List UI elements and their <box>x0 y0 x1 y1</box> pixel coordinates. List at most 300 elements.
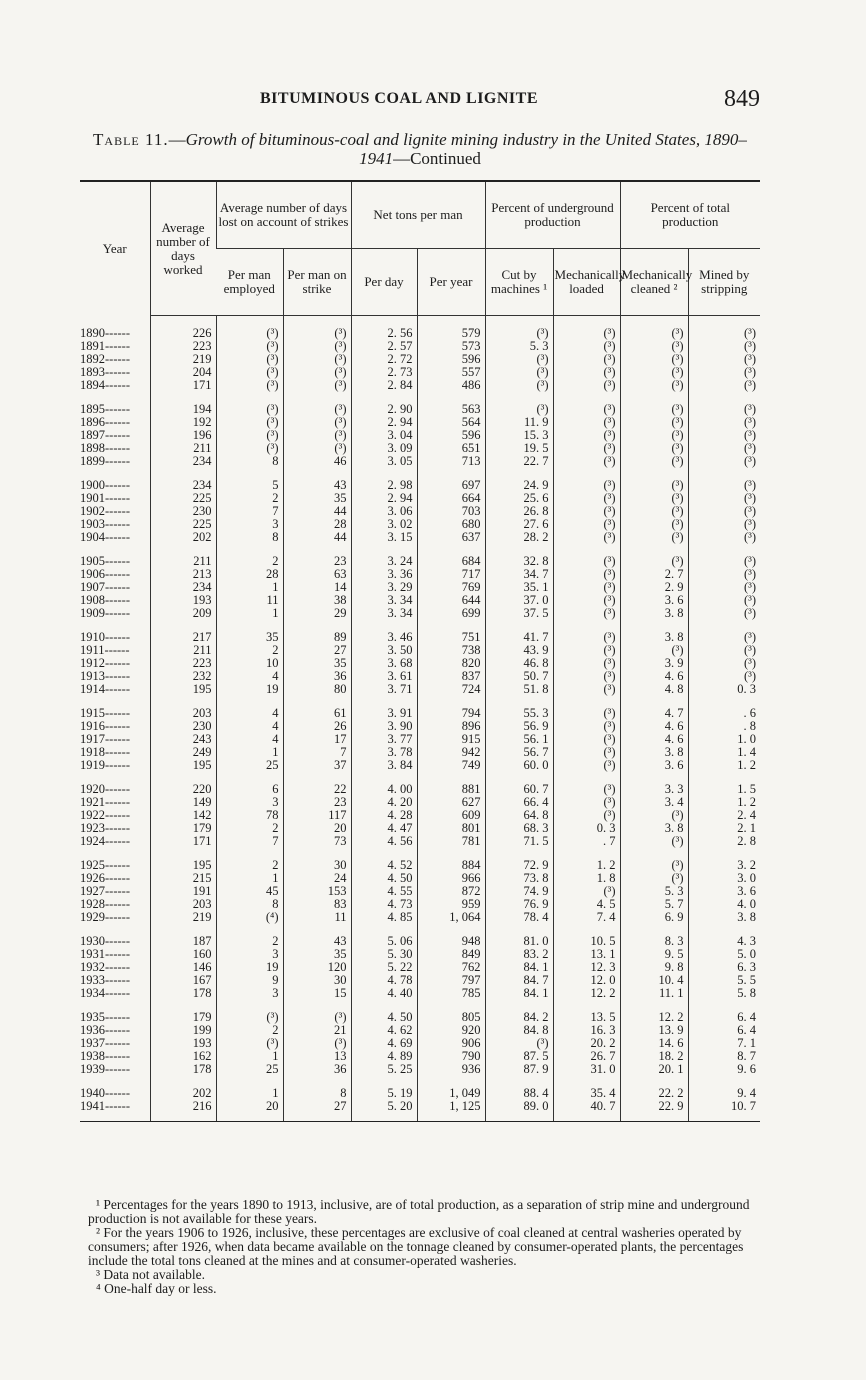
header-per-man-on-strike: Per man on strike <box>283 249 351 316</box>
spacer-cell <box>417 848 485 859</box>
spacer-cell <box>283 544 351 555</box>
table-cell: 4. 20 <box>351 796 417 809</box>
year-cell: 1890------ <box>80 327 130 340</box>
table-cell: (³) <box>553 657 620 670</box>
spacer-cell <box>553 696 620 707</box>
table-cell: (³) <box>553 353 620 366</box>
table-cell: 5. 3 <box>485 340 553 353</box>
table-cell: (³) <box>553 379 620 392</box>
spacer-cell <box>150 1076 216 1087</box>
year-cell: 1925------ <box>80 859 130 872</box>
spacer-cell <box>553 316 620 328</box>
table-cell: 88. 4 <box>485 1087 553 1100</box>
table-cell: 171 <box>150 379 216 392</box>
table-cell: (³) <box>553 733 620 746</box>
spacer-cell <box>80 696 150 707</box>
page-number: 849 <box>724 86 760 112</box>
group-spacer <box>80 696 760 707</box>
year-cell: 1903------ <box>80 518 130 531</box>
table-cell: (³) <box>283 327 351 340</box>
table-cell: 2. 72 <box>351 353 417 366</box>
spacer-cell <box>283 1076 351 1087</box>
table-cell: 3. 9 <box>620 657 688 670</box>
spacer-cell <box>553 924 620 935</box>
spacer-cell <box>216 848 283 859</box>
table-cell: 1, 125 <box>417 1100 485 1113</box>
table-cell: (³) <box>283 442 351 455</box>
table-cell: 19 <box>216 961 283 974</box>
table-cell: (³) <box>688 416 760 429</box>
header-year: Year <box>80 181 150 316</box>
table-cell: 63 <box>283 568 351 581</box>
spacer-cell <box>216 772 283 783</box>
year-cell: 1909------ <box>80 607 130 620</box>
table-cell: 3. 3 <box>620 783 688 796</box>
table-cell: (³) <box>620 403 688 416</box>
table-cell: 3. 6 <box>620 759 688 772</box>
table-cell: 4. 56 <box>351 835 417 848</box>
table-cell: 915 <box>417 733 485 746</box>
year-cell: 1891------ <box>80 340 130 353</box>
table-cell: (³) <box>620 809 688 822</box>
spacer-cell <box>150 1000 216 1011</box>
table-row <box>80 872 760 885</box>
rule-cell <box>80 1113 150 1122</box>
table-cell: 2. 8 <box>688 835 760 848</box>
table-cell: 37. 5 <box>485 607 553 620</box>
year-cell: 1895------ <box>80 403 130 416</box>
table-cell: 4. 85 <box>351 911 417 924</box>
table-cell: 703 <box>417 505 485 518</box>
table-cell: (³) <box>620 442 688 455</box>
table-cell: (³) <box>688 594 760 607</box>
table-cell: 948 <box>417 935 485 948</box>
spacer-cell <box>485 1076 553 1087</box>
table-row <box>80 759 760 772</box>
header-mech-loaded: Mechanically loaded <box>553 249 620 316</box>
table-cell: 1. 2 <box>688 796 760 809</box>
year-cell: 1908------ <box>80 594 130 607</box>
table-cell: 8 <box>216 898 283 911</box>
table-cell: (³) <box>620 479 688 492</box>
table-cell: 3. 68 <box>351 657 417 670</box>
table-cell: 3. 8 <box>688 911 760 924</box>
table-cell: (³) <box>216 403 283 416</box>
table-cell: (³) <box>620 379 688 392</box>
table-cell: 37 <box>283 759 351 772</box>
table-cell: 738 <box>417 644 485 657</box>
table-cell: (³) <box>216 442 283 455</box>
table-cell: (³) <box>553 531 620 544</box>
table-cell: 8 <box>283 1087 351 1100</box>
table-cell: 76. 9 <box>485 898 553 911</box>
header-per-day: Per day <box>351 249 417 316</box>
table-cell: (³) <box>553 340 620 353</box>
table-cell: (³) <box>283 366 351 379</box>
table-cell: (³) <box>283 429 351 442</box>
table-cell: 36 <box>283 1063 351 1076</box>
table-cell: 19 <box>216 683 283 696</box>
table-cell: 2. 84 <box>351 379 417 392</box>
table-cell: (³) <box>688 340 760 353</box>
table-cell: 2. 94 <box>351 492 417 505</box>
table-cell: 89. 0 <box>485 1100 553 1113</box>
table-cell: 9. 6 <box>688 1063 760 1076</box>
table-row <box>80 340 760 353</box>
table-row <box>80 1087 760 1100</box>
spacer-cell <box>485 772 553 783</box>
table-cell: (³) <box>688 581 760 594</box>
table-row <box>80 594 760 607</box>
spacer-cell <box>216 1076 283 1087</box>
table-cell: 4 <box>216 707 283 720</box>
table-cell: 25 <box>216 1063 283 1076</box>
table-cell: 3. 34 <box>351 607 417 620</box>
table-cell: 797 <box>417 974 485 987</box>
table-cell: 573 <box>417 340 485 353</box>
spacer-cell <box>351 1000 417 1011</box>
table-cell: 5. 20 <box>351 1100 417 1113</box>
spacer-cell <box>485 696 553 707</box>
table-cell: 12. 2 <box>553 987 620 1000</box>
table-cell: 23 <box>283 796 351 809</box>
table-cell: 3. 29 <box>351 581 417 594</box>
table-cell: 3. 8 <box>620 607 688 620</box>
table-cell: 10. 5 <box>553 935 620 948</box>
footnote-1: ¹ Percentages for the years 1890 to 1913, inclusive, are of total production, as a separation of strip mine and underground production is not available for these years. <box>88 1197 750 1226</box>
table-cell: 13. 9 <box>620 1024 688 1037</box>
table-cell: 4. 47 <box>351 822 417 835</box>
table-cell: 8 <box>216 455 283 468</box>
spacer-cell <box>351 544 417 555</box>
spacer-cell <box>620 620 688 631</box>
table-cell: 78 <box>216 809 283 822</box>
spacer-cell <box>150 620 216 631</box>
spacer-cell <box>688 924 760 935</box>
table-cell: 9. 8 <box>620 961 688 974</box>
table-cell: 60. 7 <box>485 783 553 796</box>
table-row <box>80 327 760 340</box>
rule-cell <box>485 1113 553 1122</box>
table-cell: 2. 9 <box>620 581 688 594</box>
table-cell: 3. 15 <box>351 531 417 544</box>
table-cell: 17 <box>283 733 351 746</box>
table-cell: 3. 61 <box>351 670 417 683</box>
table-cell: 5. 30 <box>351 948 417 961</box>
table-row <box>80 683 760 696</box>
table-cell: 7 <box>216 835 283 848</box>
table-cell: 30 <box>283 974 351 987</box>
table-cell: 8 <box>216 531 283 544</box>
table-cell: 46 <box>283 455 351 468</box>
table-cell: 3. 34 <box>351 594 417 607</box>
table-cell: 1 <box>216 746 283 759</box>
table-cell: (³) <box>216 340 283 353</box>
table-row <box>80 974 760 987</box>
table-cell: (³) <box>620 555 688 568</box>
year-cell: 1932------ <box>80 961 130 974</box>
spacer-cell <box>688 544 760 555</box>
group-spacer <box>80 316 760 328</box>
table-cell: 78. 4 <box>485 911 553 924</box>
table-cell: (³) <box>553 479 620 492</box>
table-cell: (³) <box>216 379 283 392</box>
table-cell: 216 <box>150 1100 216 1113</box>
table-cell: 196 <box>150 429 216 442</box>
spacer-cell <box>216 696 283 707</box>
table-cell: (³) <box>553 416 620 429</box>
spacer-cell <box>620 772 688 783</box>
table-cell: 30 <box>283 859 351 872</box>
spacer-cell <box>80 316 150 328</box>
table-cell: (³) <box>553 607 620 620</box>
table-cell: 644 <box>417 594 485 607</box>
table-cell: 6. 9 <box>620 911 688 924</box>
spacer-cell <box>216 392 283 403</box>
group-spacer <box>80 1000 760 1011</box>
spacer-cell <box>688 620 760 631</box>
table-cell: (³) <box>688 403 760 416</box>
spacer-cell <box>417 924 485 935</box>
table-cell: 8. 3 <box>620 935 688 948</box>
table-cell: 5. 8 <box>688 987 760 1000</box>
table-cell: 3. 04 <box>351 429 417 442</box>
table-cell: 25. 6 <box>485 492 553 505</box>
spacer-cell <box>688 1000 760 1011</box>
table-cell: 2. 94 <box>351 416 417 429</box>
spacer-cell <box>351 1076 417 1087</box>
year-cell: 1927------ <box>80 885 130 898</box>
table-cell: 785 <box>417 987 485 1000</box>
table-cell: 13 <box>283 1050 351 1063</box>
table-row <box>80 935 760 948</box>
table-cell: 1. 4 <box>688 746 760 759</box>
table-cell: (³) <box>688 631 760 644</box>
table-row <box>80 657 760 670</box>
table-cell: 202 <box>150 531 216 544</box>
table-cell: 3 <box>216 987 283 1000</box>
spacer-cell <box>283 772 351 783</box>
table-cell: 8. 7 <box>688 1050 760 1063</box>
table-cell: (³) <box>688 479 760 492</box>
spacer-cell <box>216 1000 283 1011</box>
table-cell: 9. 4 <box>688 1087 760 1100</box>
table-cell: 31. 0 <box>553 1063 620 1076</box>
table-cell: 2 <box>216 822 283 835</box>
table-cell: 27. 6 <box>485 518 553 531</box>
table-row <box>80 492 760 505</box>
table-cell: 3. 71 <box>351 683 417 696</box>
table-cell: 680 <box>417 518 485 531</box>
table-cell: (³) <box>688 492 760 505</box>
table-cell: 51. 8 <box>485 683 553 696</box>
table-cell: 4. 6 <box>620 720 688 733</box>
table-cell: 194 <box>150 403 216 416</box>
table-cell: . 6 <box>688 707 760 720</box>
table-cell: 28 <box>216 568 283 581</box>
table-cell: 4. 52 <box>351 859 417 872</box>
spacer-cell <box>351 924 417 935</box>
spacer-cell <box>417 696 485 707</box>
table-cell: 64. 8 <box>485 809 553 822</box>
table-cell: (³) <box>688 518 760 531</box>
spacer-cell <box>80 1076 150 1087</box>
table-cell: 6. 3 <box>688 961 760 974</box>
table-cell: (³) <box>688 644 760 657</box>
table-cell: (³) <box>553 670 620 683</box>
table-cell: 202 <box>150 1087 216 1100</box>
table-cell: (³) <box>620 835 688 848</box>
table-cell: 2 <box>216 644 283 657</box>
year-cell: 1901------ <box>80 492 130 505</box>
table-cell: 68. 3 <box>485 822 553 835</box>
table-cell: 790 <box>417 1050 485 1063</box>
table-row <box>80 796 760 809</box>
table-cell: 61 <box>283 707 351 720</box>
spacer-cell <box>216 620 283 631</box>
spacer-cell <box>485 620 553 631</box>
spacer-cell <box>553 848 620 859</box>
spacer-cell <box>283 848 351 859</box>
table-cell: (³) <box>553 505 620 518</box>
table-cell: 28. 2 <box>485 531 553 544</box>
table-row <box>80 479 760 492</box>
year-cell: 1933------ <box>80 974 130 987</box>
spacer-cell <box>417 544 485 555</box>
spacer-cell <box>150 772 216 783</box>
table-cell: 178 <box>150 987 216 1000</box>
spacer-cell <box>80 544 150 555</box>
group-spacer <box>80 848 760 859</box>
table-cell: 4. 6 <box>620 733 688 746</box>
table-cell: 43. 9 <box>485 644 553 657</box>
spacer-cell <box>620 848 688 859</box>
table-cell: 4. 40 <box>351 987 417 1000</box>
table-row <box>80 1050 760 1063</box>
table-cell: 117 <box>283 809 351 822</box>
table-cell: 2. 56 <box>351 327 417 340</box>
table-cell: (³) <box>553 568 620 581</box>
table-cell: 4. 3 <box>688 935 760 948</box>
table-cell: 4. 50 <box>351 1011 417 1024</box>
year-cell: 1930------ <box>80 935 130 948</box>
year-cell: 1898------ <box>80 442 130 455</box>
table-cell: 203 <box>150 898 216 911</box>
table-row <box>80 531 760 544</box>
table-cell: (³) <box>688 366 760 379</box>
table-cell: (³) <box>620 518 688 531</box>
table-cell: (³) <box>620 644 688 657</box>
table-row <box>80 733 760 746</box>
table-cell: 87. 5 <box>485 1050 553 1063</box>
spacer-cell <box>216 316 283 328</box>
table-cell: 5. 25 <box>351 1063 417 1076</box>
header-stripping: Mined by stripping <box>688 249 760 316</box>
year-cell: 1899------ <box>80 455 130 468</box>
table-row <box>80 670 760 683</box>
table-cell: 762 <box>417 961 485 974</box>
table-cell: (³) <box>553 581 620 594</box>
table-cell: 749 <box>417 759 485 772</box>
table-body <box>80 316 760 1122</box>
table-cell: 579 <box>417 327 485 340</box>
table-row <box>80 631 760 644</box>
table-cell: (³) <box>688 379 760 392</box>
table-cell: 13. 5 <box>553 1011 620 1024</box>
table-cell: 2 <box>216 1024 283 1037</box>
group-spacer <box>80 468 760 479</box>
year-cell: 1934------ <box>80 987 130 1000</box>
table-cell: 3. 24 <box>351 555 417 568</box>
spacer-cell <box>688 1076 760 1087</box>
table-cell: 6 <box>216 783 283 796</box>
table-cell: 38 <box>283 594 351 607</box>
table-row <box>80 948 760 961</box>
table-cell: 1 <box>216 872 283 885</box>
table-cell: 4. 55 <box>351 885 417 898</box>
table-row <box>80 1037 760 1050</box>
table-cell: 942 <box>417 746 485 759</box>
table-cell: 1, 064 <box>417 911 485 924</box>
table-cell: 4. 0 <box>688 898 760 911</box>
table-cell: 27 <box>283 1100 351 1113</box>
table-cell: 26. 8 <box>485 505 553 518</box>
table-cell: 906 <box>417 1037 485 1050</box>
table-row <box>80 1024 760 1037</box>
spacer-cell <box>417 620 485 631</box>
table-cell: 20. 1 <box>620 1063 688 1076</box>
table-cell: 11. 9 <box>485 416 553 429</box>
table-cell: 936 <box>417 1063 485 1076</box>
table-cell: 204 <box>150 366 216 379</box>
year-cell: 1936------ <box>80 1024 130 1037</box>
year-cell: 1910------ <box>80 631 130 644</box>
table-cell: 3. 02 <box>351 518 417 531</box>
spacer-cell <box>688 468 760 479</box>
table-row <box>80 783 760 796</box>
spacer-cell <box>553 620 620 631</box>
table-row <box>80 987 760 1000</box>
table-row <box>80 379 760 392</box>
table-cell: 3. 05 <box>351 455 417 468</box>
table-row <box>80 885 760 898</box>
table-cell: 684 <box>417 555 485 568</box>
rule-cell <box>620 1113 688 1122</box>
table-cell: 2 <box>216 555 283 568</box>
table-cell: 12. 3 <box>553 961 620 974</box>
table-cell: 4. 00 <box>351 783 417 796</box>
table-cell: 637 <box>417 531 485 544</box>
table-row <box>80 822 760 835</box>
table-cell: 191 <box>150 885 216 898</box>
table-cell: 4. 69 <box>351 1037 417 1050</box>
header-total-group: Percent of total production <box>620 181 760 249</box>
table-cell: 486 <box>417 379 485 392</box>
table-cell: (³) <box>553 683 620 696</box>
table-cell: 20 <box>283 822 351 835</box>
table-cell: 217 <box>150 631 216 644</box>
table-cell: 226 <box>150 327 216 340</box>
table-cell: 243 <box>150 733 216 746</box>
table-cell: (³) <box>620 859 688 872</box>
table-cell: 20. 2 <box>553 1037 620 1050</box>
table-row <box>80 961 760 974</box>
year-cell: 1919------ <box>80 759 130 772</box>
table-cell: (³) <box>620 366 688 379</box>
table-row <box>80 455 760 468</box>
table-cell: 179 <box>150 822 216 835</box>
spacer-cell <box>485 544 553 555</box>
